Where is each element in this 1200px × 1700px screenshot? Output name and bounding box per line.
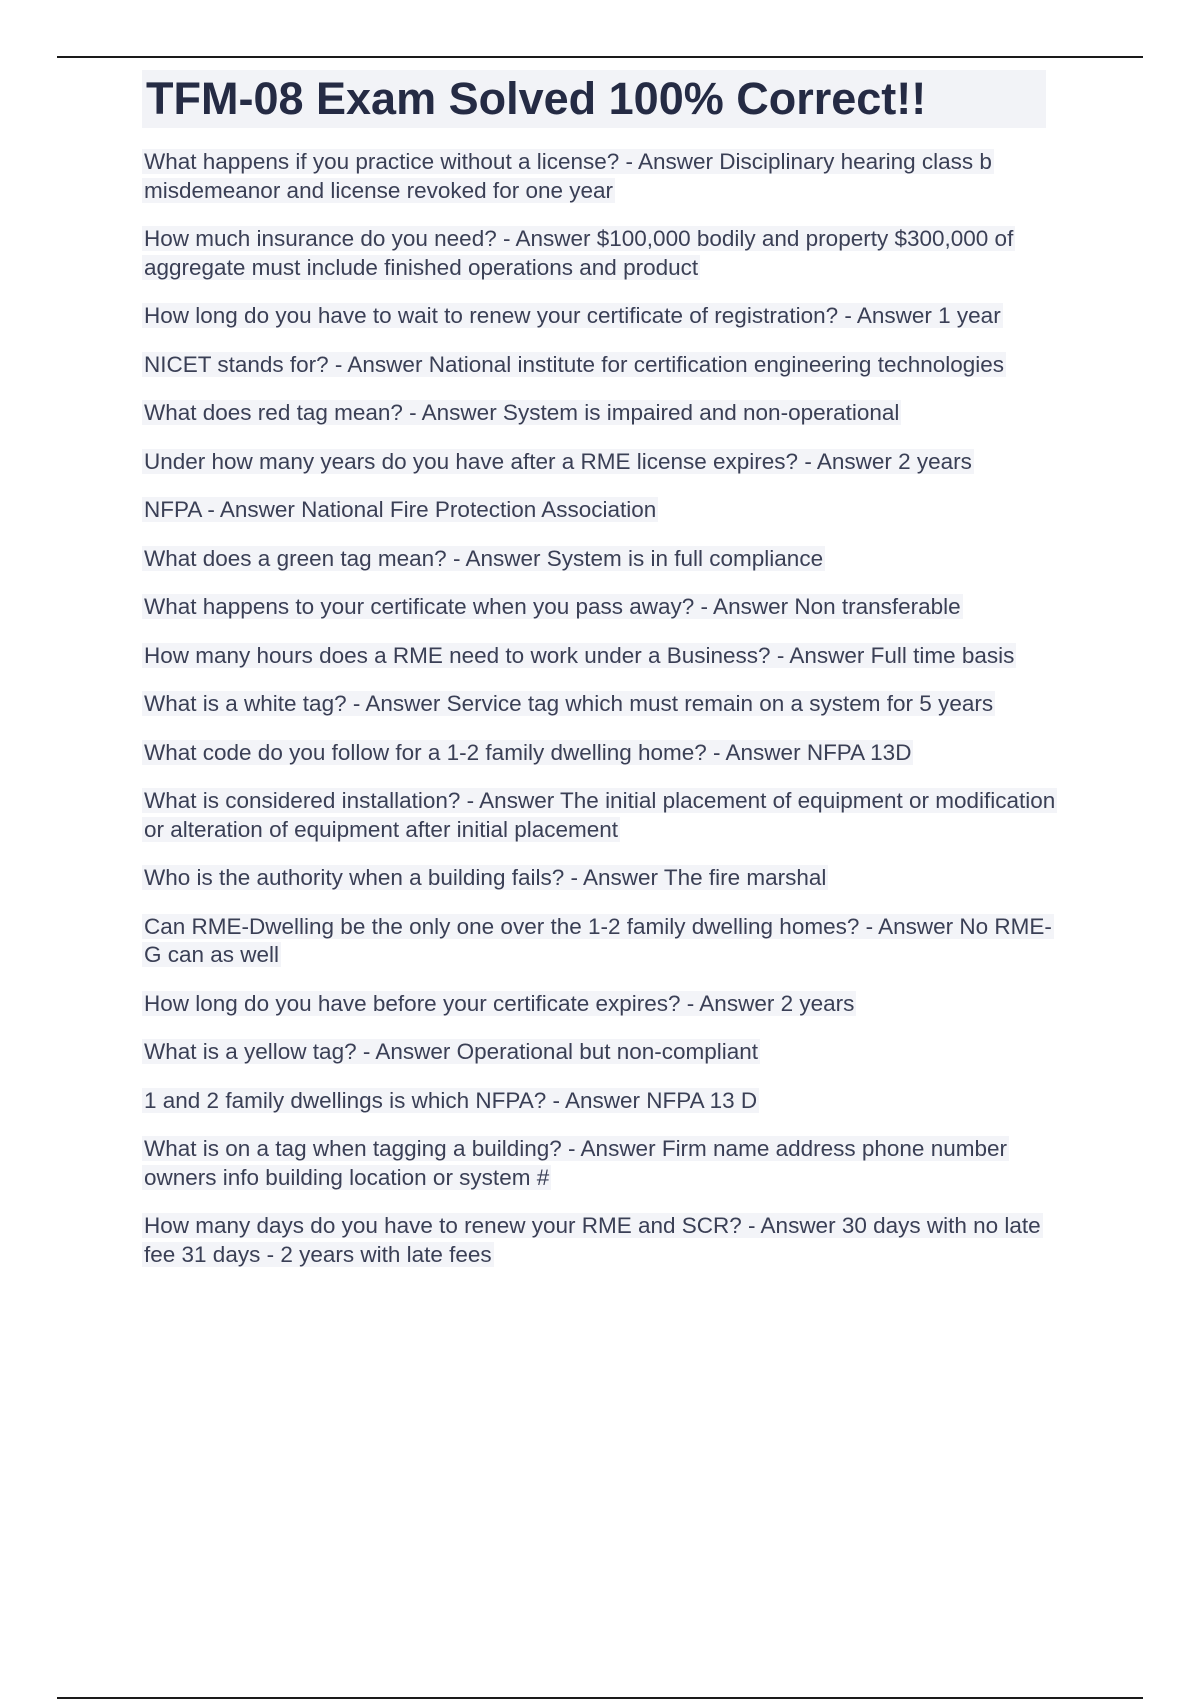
qa-item [142, 545, 1057, 574]
qa-item [142, 990, 1057, 1019]
qa-item [142, 1135, 1057, 1192]
qa-item [142, 302, 1057, 331]
qa-item-text: Who is the authority when a building fails? - Answer The fire marshal [144, 865, 827, 890]
qa-item-text: NFPA - Answer National Fire Protection Association [144, 497, 657, 522]
qa-item [142, 1212, 1057, 1269]
qa-item-text: Under how many years do you have after a RME license expires? - Answer 2 years [144, 448, 972, 474]
qa-item-text: 1 and 2 family dwellings is which NFPA? - Answer NFPA 13 D [144, 1087, 758, 1113]
qa-item-text: How many days do you have to renew your RME and SCR? - Answer 30 days with no late fee 31 days - 2 years with late fees [144, 1213, 1041, 1267]
qa-item [142, 148, 1057, 205]
qa-item-text: What does a green tag mean? - Answer System is in full compliance [144, 545, 824, 571]
qa-item [142, 642, 1057, 671]
qa-item [142, 1038, 1057, 1067]
qa-item-text: NICET stands for? - Answer National institute for certification engineering technologies [144, 351, 1005, 377]
qa-item [142, 913, 1057, 970]
qa-item [142, 593, 1057, 622]
qa-item [142, 448, 1057, 477]
qa-item-text: What code do you follow for a 1-2 family dwelling home? - Answer NFPA 13D [144, 739, 912, 765]
qa-item-text: How long do you have before your certificate expires? - Answer 2 years [144, 990, 855, 1016]
qa-item [142, 399, 1057, 428]
qa-item-text: What happens if you practice without a license? - Answer Disciplinary hearing class b misdemeanor and license revoked for one year [144, 149, 992, 203]
qa-item-text: How many hours does a RME need to work under a Business? - Answer Full time basis [144, 642, 1015, 668]
page-title: TFM-08 Exam Solved 100% Correct!! [142, 70, 1046, 128]
qa-item [142, 496, 1057, 525]
qa-item [142, 787, 1057, 844]
qa-item-text: What does red tag mean? - Answer System is impaired and non-operational [144, 400, 900, 425]
qa-item-text: What is considered installation? - Answer The initial placement of equipment or modification or alteration of equipment after initial placement [144, 788, 1056, 842]
qa-item-text: How long do you have to wait to renew your certificate of registration? - Answer 1 year [144, 303, 1001, 328]
qa-item-text: How much insurance do you need? - Answer $100,000 bodily and property $300,000 of aggregate must include finished operations and product [144, 226, 1014, 280]
bottom-rule [57, 1697, 1143, 1699]
qa-item-text: What is on a tag when tagging a building? - Answer Firm name address phone number owners info building location or system # [144, 1136, 1007, 1190]
qa-item-text: What happens to your certificate when you pass away? - Answer Non transferable [144, 594, 961, 619]
top-rule [57, 56, 1143, 58]
qa-item-text: What is a white tag? - Answer Service tag which must remain on a system for 5 years [144, 691, 994, 716]
qa-item [142, 690, 1057, 719]
qa-item [142, 864, 1057, 893]
qa-item [142, 1087, 1057, 1116]
qa-item [142, 351, 1057, 380]
qa-item-text: Can RME-Dwelling be the only one over the 1-2 family dwelling homes? - Answer No RME-G can as well [144, 913, 1052, 967]
document-body [142, 70, 1057, 1289]
qa-item [142, 225, 1057, 282]
qa-item [142, 739, 1057, 768]
qa-item-text: What is a yellow tag? - Answer Operational but non-compliant [144, 1039, 759, 1064]
